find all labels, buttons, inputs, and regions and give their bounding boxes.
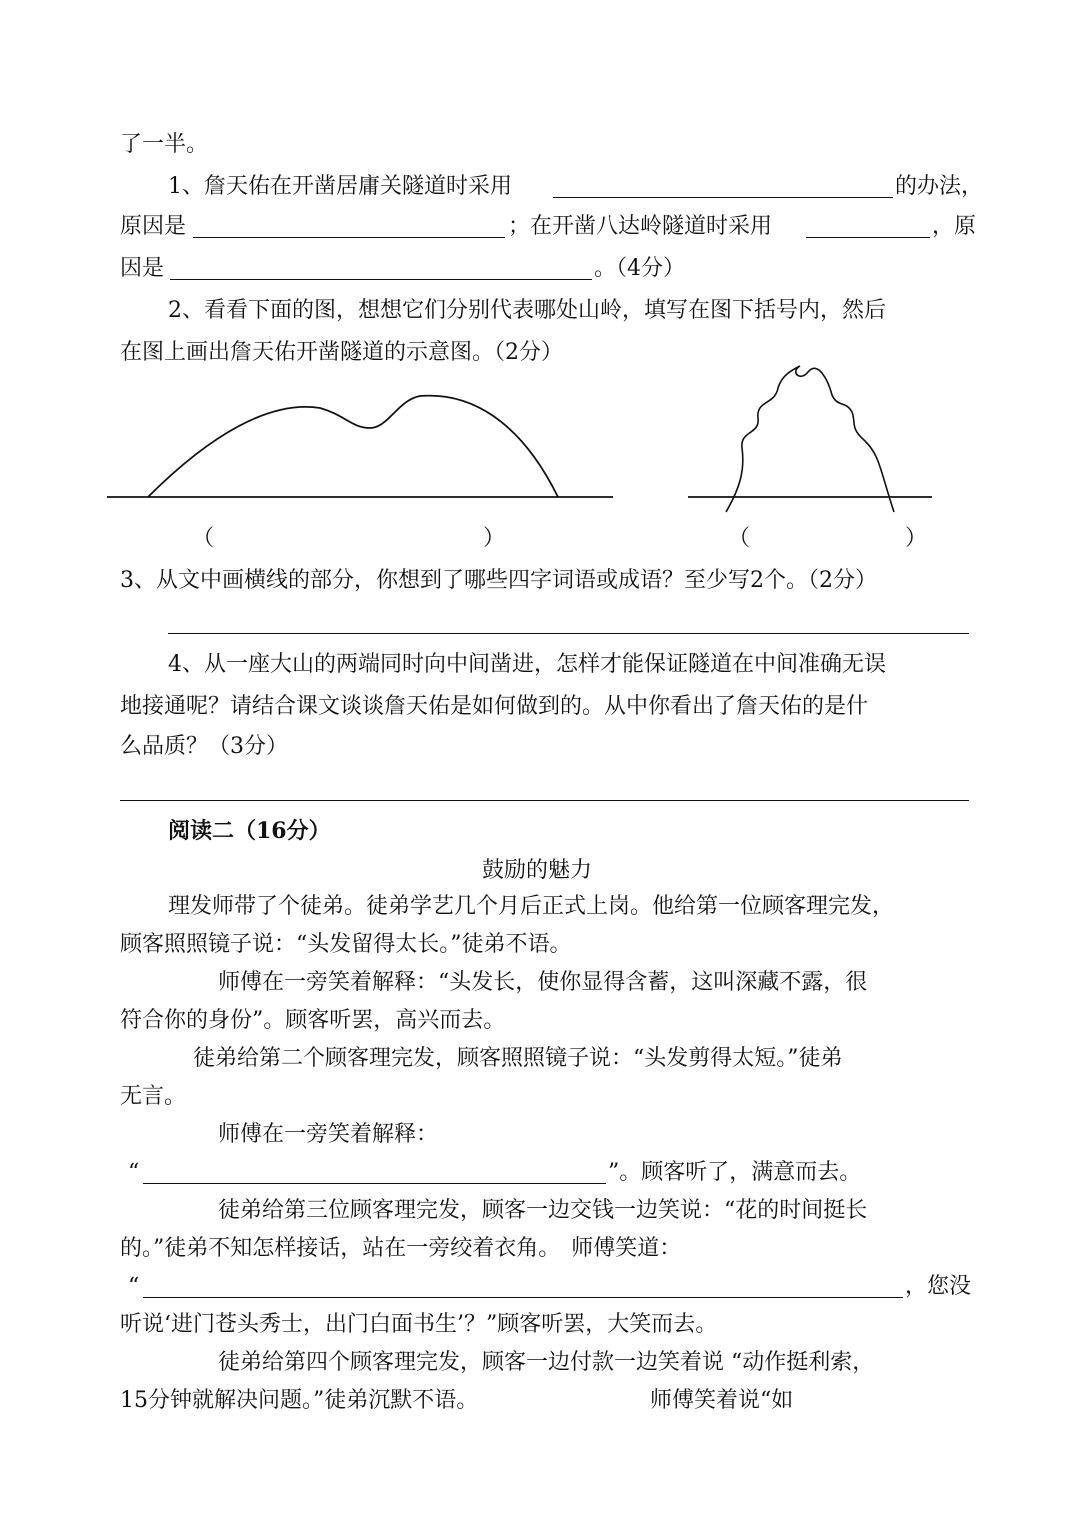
question-4-text: 地接通呢？请结合课文谈谈詹天佑是如何做到的。从中你看出了詹天佑的是什 xyxy=(120,694,869,719)
question-4-text: 么品质？（3分） xyxy=(120,734,288,759)
answer-blank-method-juyongguan[interactable] xyxy=(553,197,893,198)
passage-line xyxy=(0,1342,1087,1384)
question-3-text: 3、从文中画横线的部分，你想到了哪些四字词语或成语？至少写2个。（2分） xyxy=(120,568,877,593)
answer-line-question-4[interactable] xyxy=(120,800,969,801)
question-2-text: 在图上画出詹天佑开凿隧道的示意图。（2分） xyxy=(120,340,563,365)
answer-blank-master-reply-2[interactable] xyxy=(143,1183,606,1184)
passage-text: 徒弟给第三位顾客理完发，顾客一边交钱一边笑说：“花的时间挺长 xyxy=(218,1198,868,1223)
passage-text: 师傅在一旁笑着解释：“头发长，使你显得含蓄，这叫深藏不露，很 xyxy=(218,970,868,995)
passage-text: ，您没 xyxy=(905,1274,972,1299)
passage-text: 徒弟给第二个顾客理完发，顾客照照镜子说：“头发剪得太短。”徒弟 xyxy=(193,1046,843,1071)
question-1-line-2 xyxy=(0,206,1087,248)
question-1-text: ，原 xyxy=(932,214,977,239)
passage-text: 15分钟就解决问题。”徒弟沉默不语。 xyxy=(120,1388,479,1413)
mountain-diagrams xyxy=(0,360,1087,520)
passage-text: 的。”徒弟不知怎样接话，站在一旁绞着衣角。 师傅笑道： xyxy=(120,1236,682,1261)
passage-line xyxy=(0,962,1087,1004)
passage-text: 师傅在一旁笑着解释： xyxy=(218,1122,439,1147)
passage-line xyxy=(0,1114,1087,1156)
passage-line xyxy=(0,1304,1087,1346)
answer-blank-method-badaling[interactable] xyxy=(806,237,930,238)
question-2-line-1 xyxy=(0,290,1087,332)
open-quote: “ xyxy=(128,1274,140,1299)
bracket-close: ） xyxy=(483,526,506,551)
passage-text: 理发师带了个徒弟。徒弟学艺几个月后正式上岗。他给第一位顾客理完发， xyxy=(168,894,895,919)
question-1-text: 1、詹天佑在开凿居庸关隧道时采用 xyxy=(168,174,512,199)
question-1-text: 。（4分） xyxy=(594,256,685,281)
question-1-line-1 xyxy=(0,166,1087,208)
answer-blank-reason-1[interactable] xyxy=(193,237,505,238)
passage-text: 师傅笑着说“如 xyxy=(650,1388,794,1413)
passage-line xyxy=(0,1380,1087,1422)
passage-text: 徒弟给第四个顾客理完发，顾客一边付款一边笑着说 “动作挺利索， xyxy=(218,1350,875,1375)
carry-over-text: 了一半。 xyxy=(120,132,209,157)
answer-line-question-3[interactable] xyxy=(168,633,969,634)
bracket-open: （ xyxy=(728,526,751,551)
question-4-line-2 xyxy=(0,686,1087,728)
passage-text: 无言。 xyxy=(120,1084,187,1109)
passage-line xyxy=(0,1076,1087,1118)
answer-blank-reason-2[interactable] xyxy=(170,279,592,280)
passage-title: 鼓励的魅力 xyxy=(482,858,593,883)
text-line xyxy=(0,124,1087,166)
question-1-text: 原因是 xyxy=(120,214,187,239)
answer-blank-master-reply-3[interactable] xyxy=(143,1297,903,1298)
open-quote: “ xyxy=(128,1160,140,1185)
passage-line xyxy=(0,1038,1087,1080)
question-4-line-3 xyxy=(0,726,1087,768)
diagram-answer-brackets xyxy=(0,518,1087,560)
question-4-text: 4、从一座大山的两端同时向中间凿进，怎样才能保证隧道在中间准确无误 xyxy=(168,652,886,677)
section-heading: 阅读二（16分） xyxy=(168,818,331,844)
passage-line xyxy=(0,924,1087,966)
passage-line xyxy=(0,1266,1087,1308)
passage-text: 符合你的身份”。顾客听罢，高兴而去。 xyxy=(120,1008,506,1033)
question-1-text: 因是 xyxy=(120,256,165,281)
reading-2-heading-line xyxy=(0,810,1087,852)
passage-line xyxy=(0,886,1087,928)
passage-line xyxy=(0,1190,1087,1232)
passage-line xyxy=(0,1228,1087,1270)
bracket-close: ） xyxy=(905,526,928,551)
mountain-diagram-badaling xyxy=(688,366,932,512)
question-1-text: 的办法， xyxy=(895,174,984,199)
passage-line xyxy=(0,1152,1087,1194)
question-1-line-3 xyxy=(0,248,1087,290)
question-1-text: ；在开凿八达岭隧道时采用 xyxy=(508,214,773,239)
passage-line xyxy=(0,1000,1087,1042)
question-3-line xyxy=(0,560,1087,602)
question-2-text: 2、看看下面的图，想想它们分别代表哪处山岭，填写在图下括号内，然后 xyxy=(168,298,886,323)
question-4-line-1 xyxy=(0,644,1087,686)
passage-text: 顾客照照镜子说：“头发留得太长。”徒弟不语。 xyxy=(120,932,572,957)
passage-text: ”。顾客听了，满意而去。 xyxy=(608,1160,862,1185)
bracket-open: （ xyxy=(192,526,215,551)
passage-text: 听说‘进门苍头秀士，出门白面书生’？”顾客听罢，大笑而去。 xyxy=(120,1312,718,1337)
mountain-diagram-juyongguan xyxy=(107,396,613,497)
